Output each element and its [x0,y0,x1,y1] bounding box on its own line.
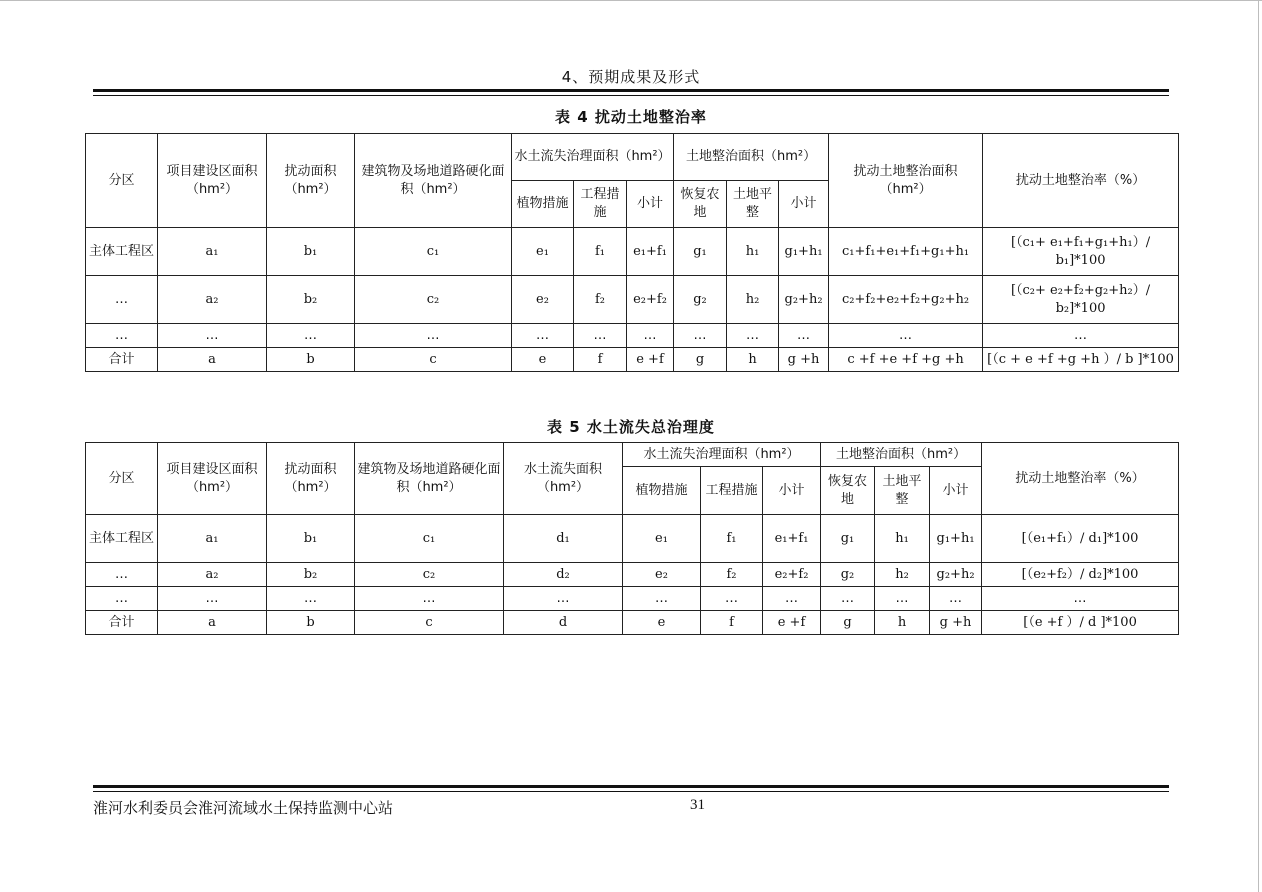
t4-header-level: 土地平整 [727,181,779,228]
t4-cell-f: f [574,348,627,372]
t5-cell-h: h [875,611,930,635]
t5-cell-b: b₁ [267,515,355,563]
footer-organization: 淮河水利委员会淮河流域水土保持监测中心站 [93,799,394,817]
t5-cell-h: … [875,587,930,611]
t5-cell-ef: e₂+f₂ [763,563,821,587]
table-row [86,348,1179,372]
t4-header-land-treat: 土地整治面积（hm²） [674,134,829,181]
t4-cell-h: h [727,348,779,372]
t4-header-erosion-treat: 水土流失治理面积（hm²） [512,134,674,181]
table-row [86,563,1179,587]
t5-header-erosion-area: 水土流失面积（hm²） [504,443,623,515]
t5-cell-g: g₁ [821,515,875,563]
t4-header-plant: 植物措施 [512,181,574,228]
footer-rule-thin [93,791,1169,792]
table-row [86,228,1179,276]
t5-cell-f: f [701,611,763,635]
t4-cell-total: c₂+f₂+e₂+f₂+g₂+h₂ [829,276,983,324]
table-row [86,587,1179,611]
t4-cell-e: e₁ [512,228,574,276]
t4-cell-rate: [（c + e +f +g +h ）/ b ]*100 [983,348,1179,372]
t5-header-engineering: 工程措施 [701,467,763,515]
t5-header-land-treat: 土地整治面积（hm²） [821,443,982,467]
t4-cell-rate: … [983,324,1179,348]
t4-header-restore: 恢复农地 [674,181,727,228]
t5-cell-d: … [504,587,623,611]
table-row [86,611,1179,635]
t4-cell-f: … [574,324,627,348]
t4-cell-h: h₁ [727,228,779,276]
t5-cell-rate: … [982,587,1179,611]
t4-cell-total: c₁+f₁+e₁+f₁+g₁+h₁ [829,228,983,276]
t5-cell-zone: 主体工程区 [86,515,158,563]
t4-header-rate: 扰动土地整治率（%） [983,134,1179,228]
t4-cell-gh: … [779,324,829,348]
t5-cell-zone: … [86,587,158,611]
table4 [85,133,1179,372]
t5-cell-d: d [504,611,623,635]
t5-cell-zone: … [86,563,158,587]
t5-cell-d: d₁ [504,515,623,563]
t5-cell-ef: e +f [763,611,821,635]
t4-cell-g: g [674,348,727,372]
t5-cell-e: … [623,587,701,611]
t4-cell-ef: e +f [627,348,674,372]
t4-cell-e: e₂ [512,276,574,324]
t4-cell-ef: e₁+f₁ [627,228,674,276]
t4-cell-ef: e₂+f₂ [627,276,674,324]
t4-cell-a: a [158,348,267,372]
t4-header-building-area: 建筑物及场地道路硬化面积（hm²） [355,134,512,228]
t5-cell-g: … [821,587,875,611]
t4-cell-c: c₂ [355,276,512,324]
t5-header-rate: 扰动土地整治率（%） [982,443,1179,515]
t5-cell-c: c [355,611,504,635]
t5-header-zone: 分区 [86,443,158,515]
t5-cell-f: f₁ [701,515,763,563]
t4-cell-b: … [267,324,355,348]
t5-cell-gh: g +h [930,611,982,635]
t4-cell-e: e [512,348,574,372]
t5-cell-gh: g₂+h₂ [930,563,982,587]
t5-cell-e: e [623,611,701,635]
t5-cell-h: h₁ [875,515,930,563]
t5-cell-b: b₂ [267,563,355,587]
t4-cell-g: g₁ [674,228,727,276]
t5-header-subtotal2: 小计 [930,467,982,515]
t5-cell-rate: [（e +f ）/ d ]*100 [982,611,1179,635]
t5-header-level: 土地平整 [875,467,930,515]
t5-cell-g: g [821,611,875,635]
t4-header-engineering: 工程措施 [574,181,627,228]
t5-cell-rate: [（e₁+f₁）/ d₁]*100 [982,515,1179,563]
t5-cell-f: f₂ [701,563,763,587]
t4-cell-b: b [267,348,355,372]
t5-cell-c: c₁ [355,515,504,563]
t5-cell-f: … [701,587,763,611]
t4-header-disturb-area: 扰动面积（hm²） [267,134,355,228]
t5-cell-a: a₁ [158,515,267,563]
t4-header-project-area: 项目建设区面积（hm²） [158,134,267,228]
t5-header-project-area: 项目建设区面积（hm²） [158,443,267,515]
t5-cell-d: d₂ [504,563,623,587]
t4-cell-zone: 主体工程区 [86,228,158,276]
t4-cell-rate: [（c₁+ e₁+f₁+g₁+h₁）/ b₁]*100 [983,228,1179,276]
t5-cell-c: … [355,587,504,611]
t5-cell-ef: … [763,587,821,611]
t4-cell-rate: [（c₂+ e₂+f₂+g₂+h₂）/ b₂]*100 [983,276,1179,324]
header-rule-thick [93,89,1169,92]
page-number: 31 [690,797,705,813]
t4-cell-c: c [355,348,512,372]
t4-header-subtotal: 小计 [627,181,674,228]
page-border-top [0,0,1262,1]
table-row [86,276,1179,324]
t4-cell-a: … [158,324,267,348]
t4-cell-zone: … [86,276,158,324]
table5 [85,442,1179,635]
t5-cell-a: a [158,611,267,635]
t5-cell-a: … [158,587,267,611]
t4-cell-a: a₁ [158,228,267,276]
footer-rule-thick [93,785,1169,788]
t4-cell-gh: g +h [779,348,829,372]
page-border-right [1258,0,1259,892]
table-row [86,515,1179,563]
t4-cell-total: c +f +e +f +g +h [829,348,983,372]
t4-cell-e: … [512,324,574,348]
t4-cell-zone: … [86,324,158,348]
t5-cell-e: e₁ [623,515,701,563]
t4-cell-gh: g₁+h₁ [779,228,829,276]
t5-cell-gh: g₁+h₁ [930,515,982,563]
t4-cell-g: … [674,324,727,348]
t4-cell-f: f₁ [574,228,627,276]
t5-cell-h: h₂ [875,563,930,587]
t4-cell-c: … [355,324,512,348]
t4-cell-h: … [727,324,779,348]
t5-header-erosion-treat: 水土流失治理面积（hm²） [623,443,821,467]
t4-cell-zone: 合计 [86,348,158,372]
t5-header-building-area: 建筑物及场地道路硬化面积（hm²） [355,443,504,515]
t5-cell-b: b [267,611,355,635]
t4-cell-ef: … [627,324,674,348]
t4-cell-c: c₁ [355,228,512,276]
t5-cell-e: e₂ [623,563,701,587]
t5-cell-rate: [（e₂+f₂）/ d₂]*100 [982,563,1179,587]
t5-cell-ef: e₁+f₁ [763,515,821,563]
t5-cell-gh: … [930,587,982,611]
table-row [86,324,1179,348]
t4-cell-total: … [829,324,983,348]
t4-cell-b: b₁ [267,228,355,276]
t4-cell-gh: g₂+h₂ [779,276,829,324]
header-rule-thin [93,95,1169,96]
t5-cell-b: … [267,587,355,611]
t5-header-disturb-area: 扰动面积（hm²） [267,443,355,515]
t4-cell-g: g₂ [674,276,727,324]
t4-cell-a: a₂ [158,276,267,324]
table4-title: 表 4 扰动土地整治率 [555,108,707,126]
t4-cell-f: f₂ [574,276,627,324]
table5-title: 表 5 水土流失总治理度 [547,418,715,436]
t4-header-subtotal2: 小计 [779,181,829,228]
t4-cell-b: b₂ [267,276,355,324]
t5-header-subtotal: 小计 [763,467,821,515]
t4-cell-h: h₂ [727,276,779,324]
t4-header-zone: 分区 [86,134,158,228]
t5-cell-g: g₂ [821,563,875,587]
t5-header-plant: 植物措施 [623,467,701,515]
t5-cell-zone: 合计 [86,611,158,635]
t5-cell-a: a₂ [158,563,267,587]
t5-header-restore: 恢复农地 [821,467,875,515]
t4-header-total-treat: 扰动土地整治面积（hm²） [829,134,983,228]
section-header: 4、预期成果及形式 [561,68,701,86]
t5-cell-c: c₂ [355,563,504,587]
